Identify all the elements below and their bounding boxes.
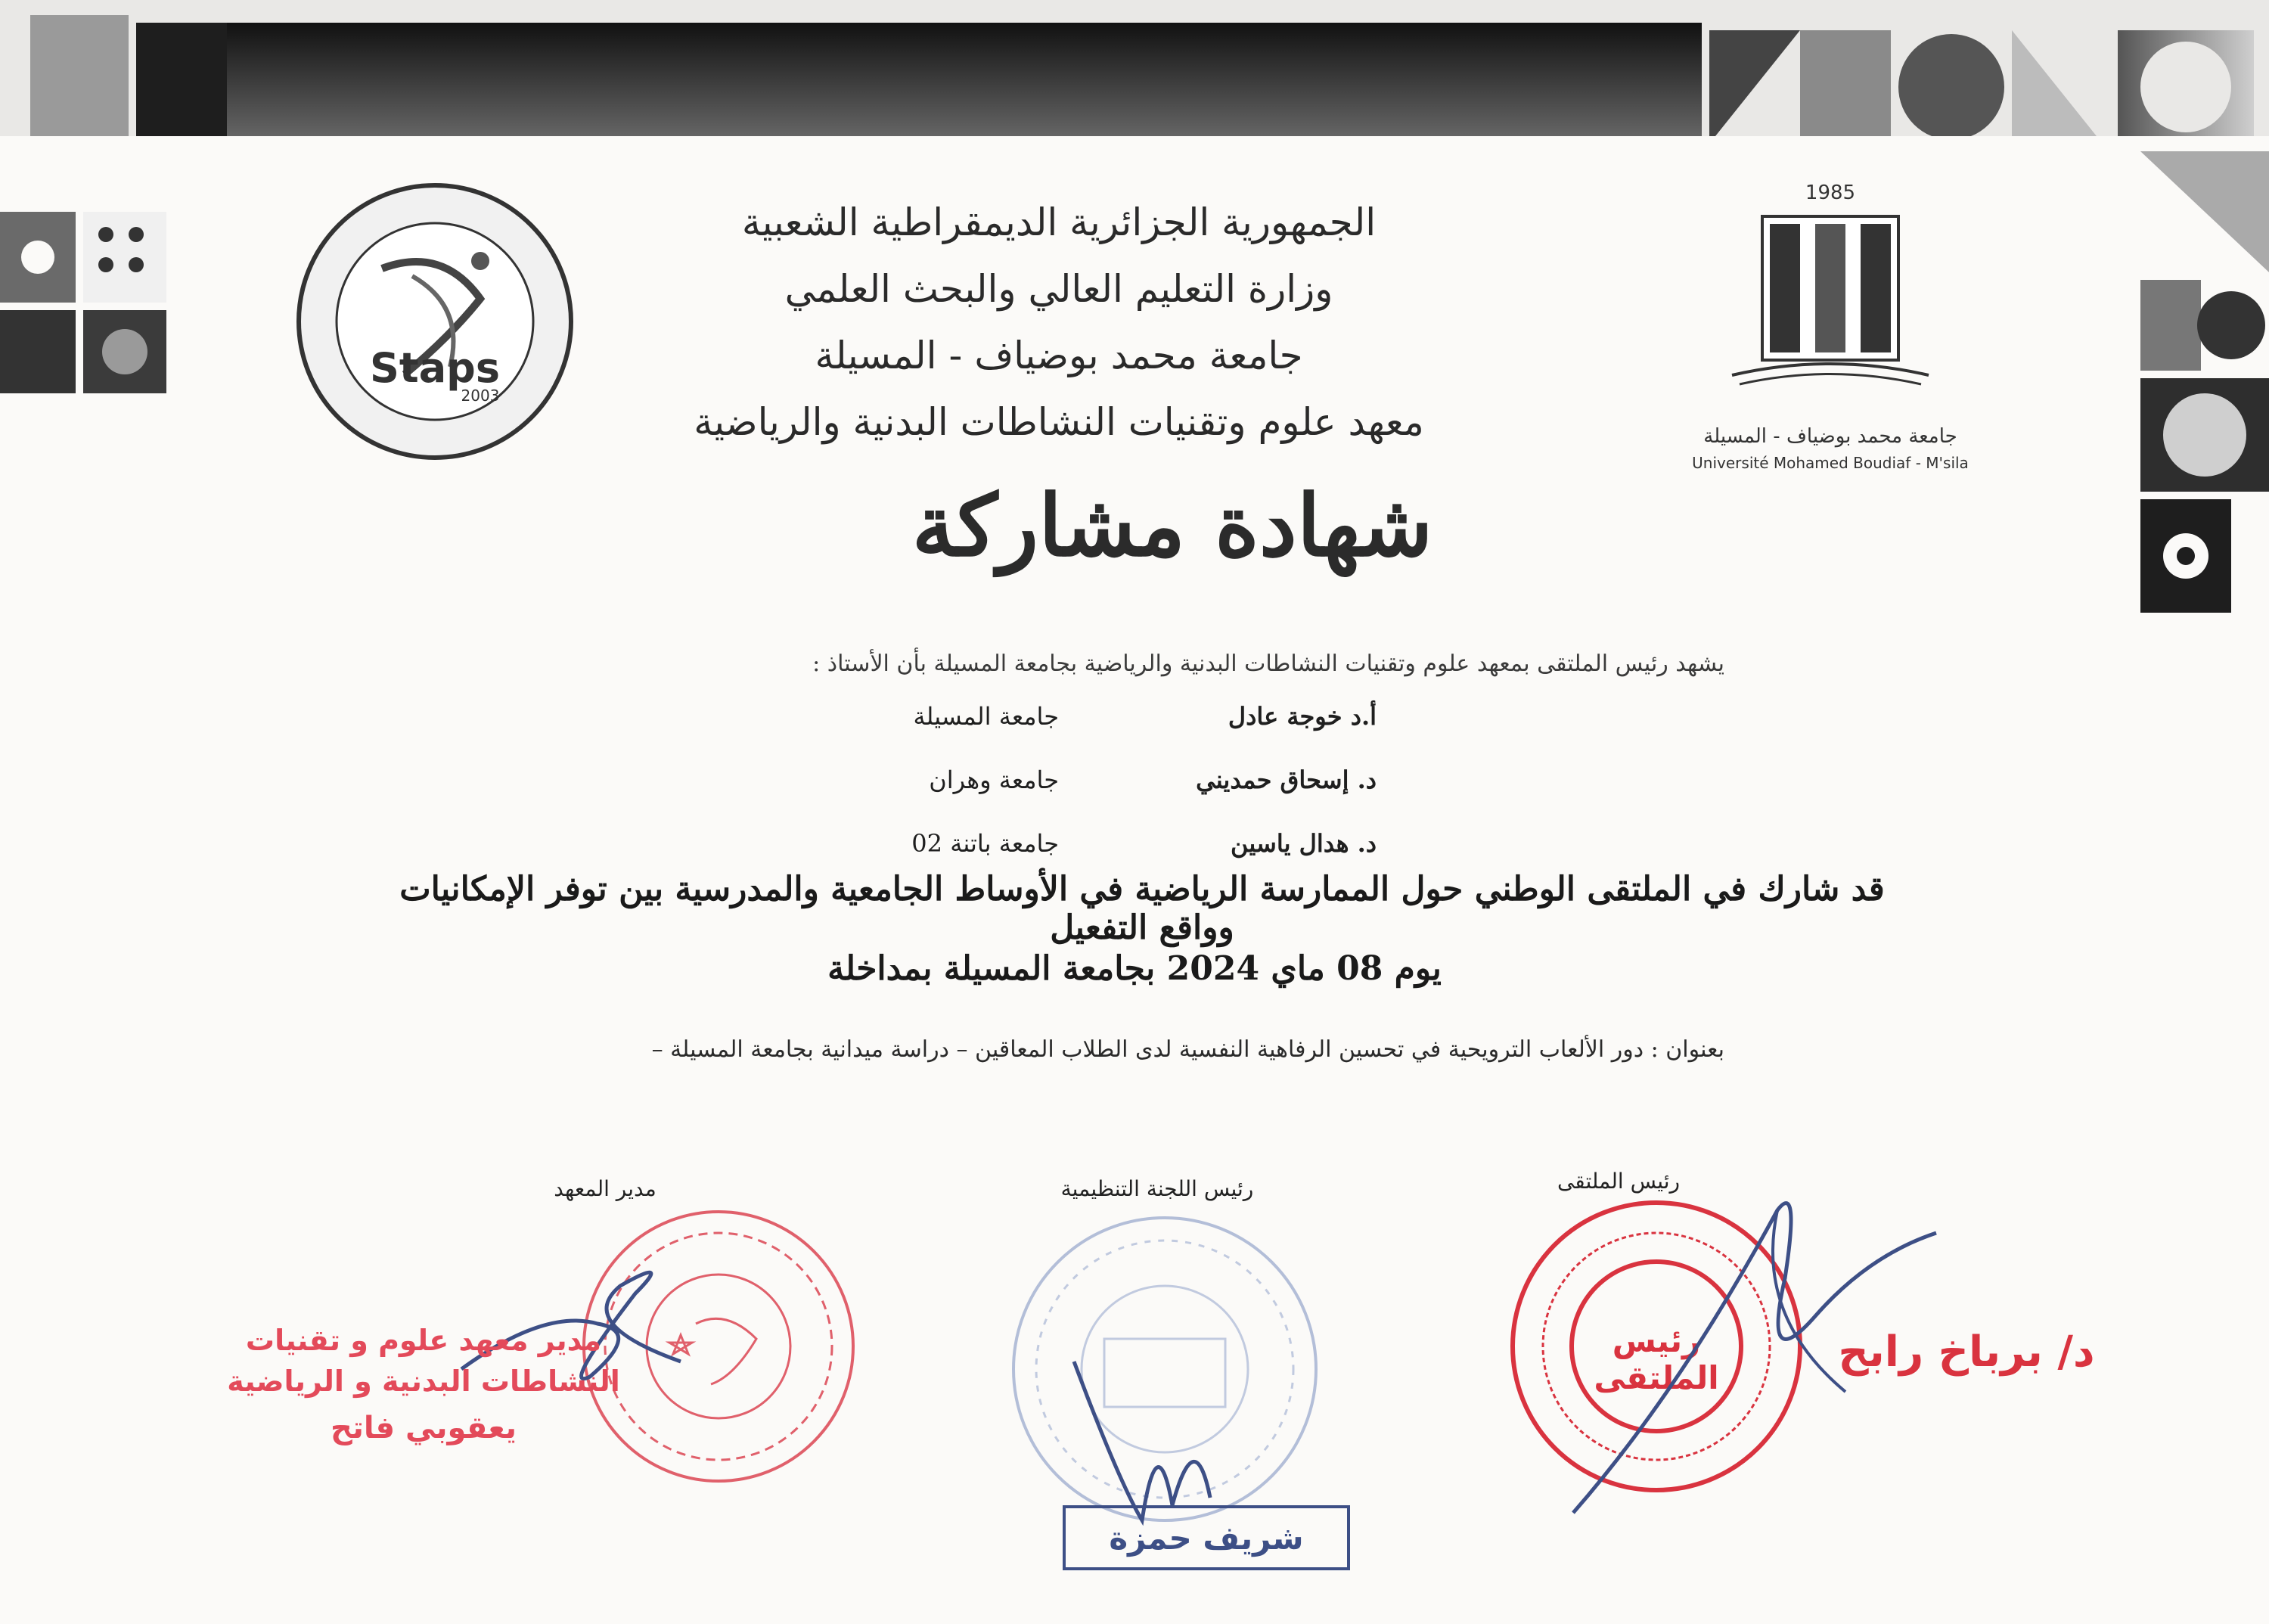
institute-logo-year: 2003 — [461, 387, 500, 405]
participant-university: جامعة المسيلة — [913, 702, 1059, 731]
university-building-icon — [1717, 209, 1944, 390]
participant-row — [832, 812, 1377, 875]
university-name-fr: Université Mohamed Boudiaf - M'sila — [1692, 454, 1969, 472]
decorative-top-band — [0, 0, 2269, 151]
header-university: جامعة محمد بوضياف - المسيلة — [815, 334, 1303, 377]
certificate-title: شهادة مشاركة — [911, 477, 1433, 576]
certificate-intro: يشهد رئيس الملتقى بمعهد علوم وتقنيات النشاطات البدنية والرياضية بجامعة المسيلة بأن الأستاذ : — [812, 651, 1724, 677]
director-label: مدير المعهد — [554, 1176, 656, 1201]
director-stamp-line2: النشاطات البدنية و الرياضية — [227, 1365, 620, 1398]
header — [529, 189, 1588, 455]
university-logo — [1656, 182, 2004, 484]
chair-stamp-name: د/ برباخ رابح — [1838, 1327, 2095, 1377]
header-ministry: وزارة التعليم العالي والبحث العلمي — [784, 267, 1333, 311]
header-institute: معهد علوم وتقنيات النشاطات البدنية والرياضية — [694, 400, 1424, 444]
header-republic: الجمهورية الجزائرية الديمقراطية الشعبية — [741, 200, 1377, 244]
university-name-ar: جامعة محمد بوضياف - المسيلة — [1703, 425, 1957, 448]
university-logo-year: 1985 — [1805, 182, 1856, 204]
participant-name: د. هدال ياسين — [1231, 829, 1377, 858]
chair-stamp-center: رئيس الملتقى — [1594, 1322, 1719, 1396]
participant-row — [832, 748, 1377, 812]
committee-signature-mark — [1059, 1331, 1256, 1528]
committee-stamp-box — [1063, 1505, 1350, 1570]
decorative-right-blocks — [2140, 151, 2269, 620]
director-stamp-text — [227, 1320, 620, 1455]
participant-name: د. إسحاق حمديني — [1196, 765, 1377, 794]
participation-statement: قد شارك في الملتقى الوطني حول الممارسة الرياضية في الأوساط الجامعية والمدرسية بين توفر الإمكانيات وواقع التفعيل — [399, 870, 1885, 947]
chair-label: رئيس الملتقى — [1557, 1169, 1681, 1194]
director-stamp-line1: مدير معهد علوم و تقنيات — [245, 1324, 602, 1357]
committee-label: رئيس اللجنة التنظيمية — [1060, 1176, 1254, 1201]
director-stamp-name: يعقوبي فاتح — [331, 1411, 517, 1445]
participant-name: أ.د خوجة عادل — [1228, 702, 1377, 731]
committee-stamp-name: شريف حمزة — [1109, 1519, 1304, 1557]
institute-logo-text: Staps — [370, 344, 500, 392]
participant-university: جامعة باتنة 02 — [911, 829, 1059, 858]
decorative-left-blocks — [0, 212, 174, 401]
participants-list — [832, 685, 1377, 875]
participation-date: يوم 08 ماي 2024 بجامعة المسيلة بمداخلة — [827, 949, 1442, 988]
participant-university: جامعة وهران — [929, 765, 1059, 794]
participant-row — [832, 685, 1377, 748]
presentation-topic: بعنوان : دور الألعاب الترويحية في تحسين الرفاهية النفسية لدى الطلاب المعاقين – دراسة ميدانية بجامعة المسيلة – — [651, 1036, 1724, 1063]
